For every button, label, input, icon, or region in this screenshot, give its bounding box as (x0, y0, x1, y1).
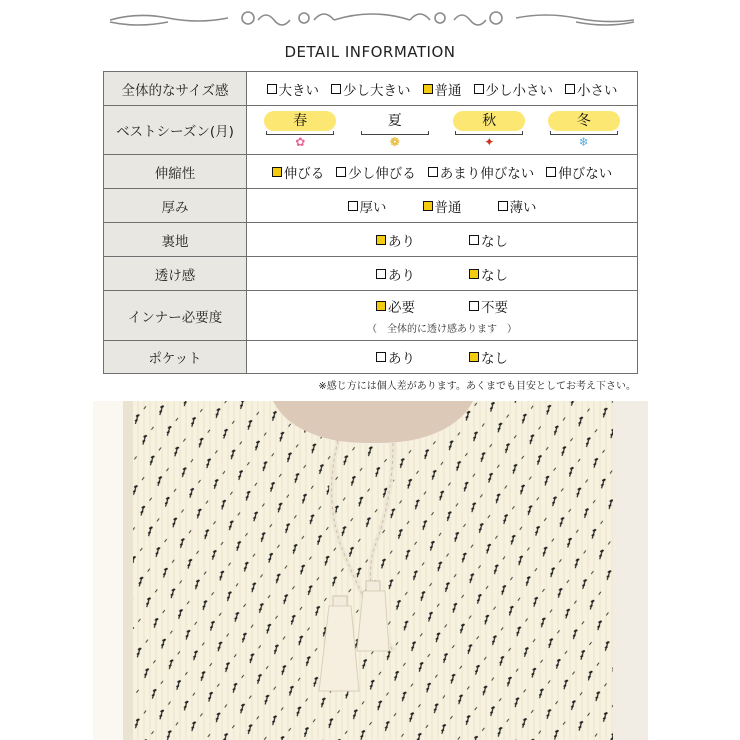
option-group (247, 347, 637, 367)
season-name: 春 (264, 111, 336, 131)
option-label: あり (388, 351, 415, 367)
option-item (336, 162, 416, 182)
row-label: ベストシーズン(月) (104, 106, 247, 155)
option-label: 薄い (509, 199, 537, 216)
row-inner-need (104, 291, 638, 341)
option-label: あり (388, 267, 415, 284)
option-item (376, 264, 415, 284)
empty-box-icon (469, 301, 479, 311)
option-item (267, 79, 320, 99)
option-group (247, 162, 637, 182)
option-label: 不要 (481, 300, 508, 316)
option-item (546, 162, 612, 182)
option-item (331, 79, 411, 99)
checked-box-icon (423, 201, 433, 211)
option-item (423, 79, 462, 99)
option-item (376, 296, 415, 316)
option-item (423, 196, 462, 216)
sakura-flower-icon: ✿ (295, 134, 306, 149)
option-item (474, 79, 554, 99)
season-name: 冬 (548, 111, 620, 131)
option-item (428, 162, 535, 182)
row-label: 裏地 (104, 223, 247, 257)
option-group (247, 79, 637, 99)
empty-box-icon (331, 84, 341, 94)
empty-box-icon (348, 201, 358, 211)
row-stretch (104, 155, 638, 189)
checked-box-icon (469, 352, 479, 362)
checked-box-icon (376, 235, 386, 245)
empty-box-icon (469, 235, 479, 245)
row-label: 伸縮性 (104, 155, 247, 189)
option-item (376, 347, 415, 367)
row-lining (104, 223, 638, 257)
row-size-feel (104, 72, 638, 106)
option-label: なし (481, 233, 508, 250)
option-item (272, 162, 325, 182)
option-label: 伸びる (283, 165, 325, 182)
row-label: 全体的なサイズ感 (104, 72, 247, 106)
inner-note: （ 全体的に透け感あります ） (367, 324, 517, 335)
option-label: 少し小さい (485, 82, 553, 99)
snowflake-icon: ❄ (578, 134, 589, 149)
option-item (348, 196, 387, 216)
row-label: 厚み (104, 189, 247, 223)
option-label: 小さい (577, 82, 618, 99)
season-item (359, 111, 431, 150)
checked-box-icon (423, 84, 433, 94)
decorative-divider-ornament (108, 6, 636, 32)
row-thickness (104, 189, 638, 223)
sunflower-icon: ❁ (389, 134, 400, 149)
option-group (247, 196, 637, 216)
product-fabric-photo (93, 401, 648, 740)
empty-box-icon (428, 167, 438, 177)
empty-box-icon (474, 84, 484, 94)
maple-leaf-icon: ✦ (484, 134, 495, 149)
option-label: あまり伸びない (439, 165, 535, 182)
option-label: 少し大きい (343, 82, 411, 99)
option-label: 普通 (434, 199, 462, 216)
option-item (376, 230, 415, 250)
season-item (453, 111, 525, 150)
disclaimer-footnote: ※感じ方には個人差があります。あくまでも目安としてお考え下さい。 (318, 381, 636, 392)
option-label: あり (388, 233, 415, 250)
option-label: 大きい (278, 82, 319, 99)
option-label: 必要 (388, 300, 415, 316)
option-label: 少し伸びる (348, 165, 416, 182)
checked-box-icon (469, 269, 479, 279)
empty-box-icon (267, 84, 277, 94)
page-title: DETAIL INFORMATION (284, 43, 456, 61)
detail-spec-table (103, 71, 638, 374)
empty-box-icon (498, 201, 508, 211)
season-name: 夏 (387, 112, 402, 129)
option-label: 普通 (434, 82, 462, 99)
option-item (469, 264, 508, 284)
empty-box-icon (565, 84, 575, 94)
option-item (565, 79, 618, 99)
empty-box-icon (376, 269, 386, 279)
option-label: なし (481, 267, 508, 284)
option-item (469, 347, 508, 367)
season-item (548, 111, 620, 150)
row-label: インナー必要度 (104, 291, 247, 341)
option-label: 厚い (359, 199, 387, 216)
row-sheerness (104, 257, 638, 291)
option-item (469, 230, 508, 250)
checked-box-icon (376, 301, 386, 311)
season-item (264, 111, 336, 150)
option-item (469, 296, 508, 316)
season-name: 秋 (453, 111, 525, 131)
empty-box-icon (336, 167, 346, 177)
option-label: 伸びない (558, 165, 613, 182)
option-label: なし (481, 351, 508, 367)
row-label: 透け感 (104, 257, 247, 291)
blouse-closeup-image (93, 401, 648, 740)
row-label: ポケット (104, 341, 247, 374)
row-best-season (104, 106, 638, 155)
option-group (247, 230, 637, 250)
empty-box-icon (546, 167, 556, 177)
empty-box-icon (376, 352, 386, 362)
option-group (247, 264, 637, 284)
checked-box-icon (272, 167, 282, 177)
option-group (247, 296, 637, 316)
row-pocket (104, 341, 638, 374)
season-group (247, 111, 637, 150)
option-item (498, 196, 537, 216)
